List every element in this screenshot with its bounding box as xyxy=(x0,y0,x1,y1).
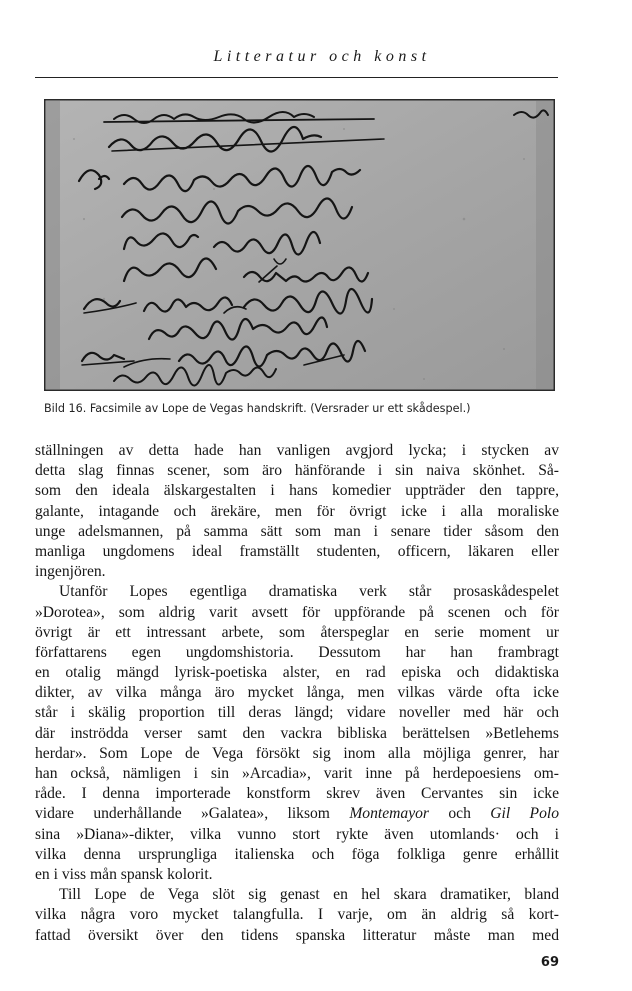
line-text: vidare underhållande »Galatea», liksom xyxy=(35,805,350,823)
text-line: ställningen av detta hade han vanligen avgjord lycka; i stycken av xyxy=(35,442,559,459)
header-rule xyxy=(35,77,558,78)
text-line: herdar». Som Lope de Vega försökt sig inom alla möjliga genrer, har xyxy=(35,744,559,762)
text-line: en otalig mängd lyrisk-poetiska alster, en rad episka och didaktiska xyxy=(35,664,559,682)
figure-caption: Bild 16. Facsimile av Lope de Vegas handskrift. (Versrader ur ett skådespel.) xyxy=(44,402,471,415)
text-line: manliga ungdomens ideal framställt studenten, officern, läkaren eller xyxy=(35,542,559,560)
text-line: där inströdda verser samt den vackra bibliska berättelsen »Betlehems xyxy=(35,724,559,742)
manuscript-facsimile xyxy=(44,99,555,391)
text-line: vilka några voro mycket talangfulla. I varje, om än aldrig så kort- xyxy=(35,906,559,924)
text-line: sina »Diana»-dikter, vilka vunno stort rykte även utomlands· och i xyxy=(35,825,559,843)
text-line: detta slag finnas scener, som äro hänförande i sin naiva skönhet. Så- xyxy=(35,462,559,480)
text-line: övrigt är ett intressant arbete, som återspeglar en serie moment ur xyxy=(35,623,559,641)
text-line-with-italics xyxy=(35,804,559,824)
text-line: författarens egen ungdomshistoria. Dessutom har han frambragt xyxy=(35,643,559,661)
text-line: han också, nämligen i sin »Arcadia», varit inne på herdepoesiens om- xyxy=(35,765,559,782)
text-line: unge adelsmannen, på samma sätt som man i senare tider såsom den xyxy=(35,522,559,540)
text-line: en i viss mån spansk kolorit. xyxy=(35,865,213,883)
paragraph-start: Utanför Lopes egentliga dramatiska verk står prosaskådespelet xyxy=(59,583,559,601)
running-head: Litteratur och konst xyxy=(213,48,431,65)
handwriting-image xyxy=(44,99,555,391)
italic-name-montemayor: Montemayor xyxy=(349,805,429,823)
italic-name-gil-polo: Gil Polo xyxy=(490,805,559,823)
text-line: dikter, av vilka många äro mycket långa, men vilkas värde ofta icke xyxy=(35,684,559,702)
line-text: och xyxy=(429,805,491,823)
text-line: »Dorotea», som aldrig varit avsett för uppförande på scenen och för xyxy=(35,603,559,621)
text-line: ingenjören. xyxy=(35,563,106,581)
text-line: står i skälig proportion till deras längd; vidare noveller med här och xyxy=(35,704,559,722)
text-line: som den ideala älskargestalten i hans komedier uppträder den tappre, xyxy=(35,482,559,500)
page-number: 69 xyxy=(540,955,559,970)
text-line: råde. I denna importerade konstform skrev även Cervantes sin icke xyxy=(35,785,559,803)
text-line: fattad översikt över den tidens spanska litteratur måste man med xyxy=(35,926,559,944)
text-line: galante, intagande och ärekäre, men för övrigt icke i alla moraliske xyxy=(35,502,559,520)
paragraph-start: Till Lope de Vega slöt sig genast en hel skara dramatiker, bland xyxy=(59,886,559,904)
body-text xyxy=(35,441,559,946)
text-line: vilka denna ursprungliga italienska och föga folkliga genre erhållit xyxy=(35,845,559,863)
